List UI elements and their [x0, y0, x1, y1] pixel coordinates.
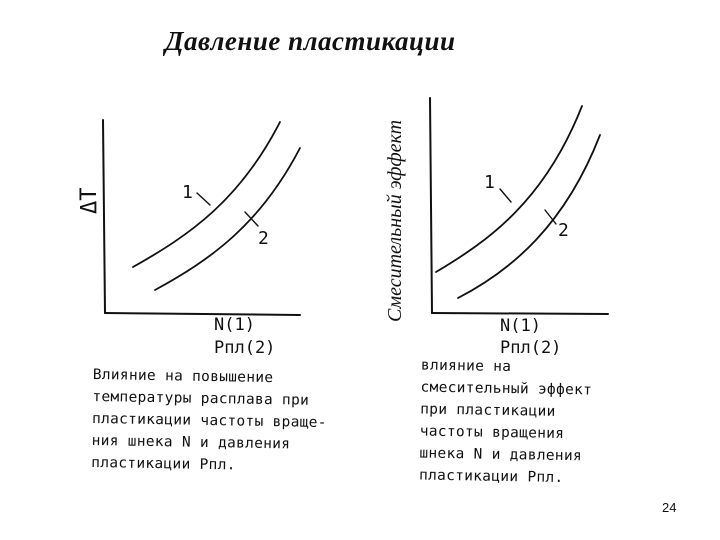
- right-curve-2: [458, 135, 600, 298]
- right-x-axis: [432, 313, 608, 314]
- right-y-axis-label: Смесительный эффект: [384, 119, 406, 322]
- left-curve-2: [155, 148, 300, 290]
- right-curve-1-leader: [500, 189, 511, 202]
- left-curve-1-label: 1: [182, 182, 193, 203]
- left-caption: Влияние на повышение температуры расплава при пластикации частоты враще- ния шнека N и давления пластикации Pпл.: [91, 366, 327, 474]
- left-x-label-1: N(1): [214, 315, 255, 335]
- left-curve-2-label: 2: [258, 228, 269, 249]
- left-curve-1-leader: [197, 193, 210, 205]
- right-y-axis: [430, 98, 432, 313]
- left-x-label-2: Pпл(2): [214, 338, 276, 358]
- slide-title: Давление пластикации: [165, 26, 456, 56]
- left-x-axis: [105, 313, 300, 315]
- right-curve-2-label: 2: [558, 220, 569, 241]
- right-chart: [430, 98, 608, 314]
- right-caption: влияние на смесительный эффект при пластикации частоты вращения шнека N и давления пластикации Pпл.: [418, 357, 593, 487]
- left-chart: [103, 120, 300, 315]
- right-x-label-1: N(1): [500, 316, 541, 336]
- left-y-axis-label: ΔT: [77, 187, 102, 214]
- right-x-label-2: Pпл(2): [500, 338, 562, 358]
- page-number: 24: [662, 500, 677, 515]
- right-curve-1: [436, 106, 582, 272]
- left-y-axis: [103, 120, 105, 313]
- right-curve-1-label: 1: [484, 172, 495, 193]
